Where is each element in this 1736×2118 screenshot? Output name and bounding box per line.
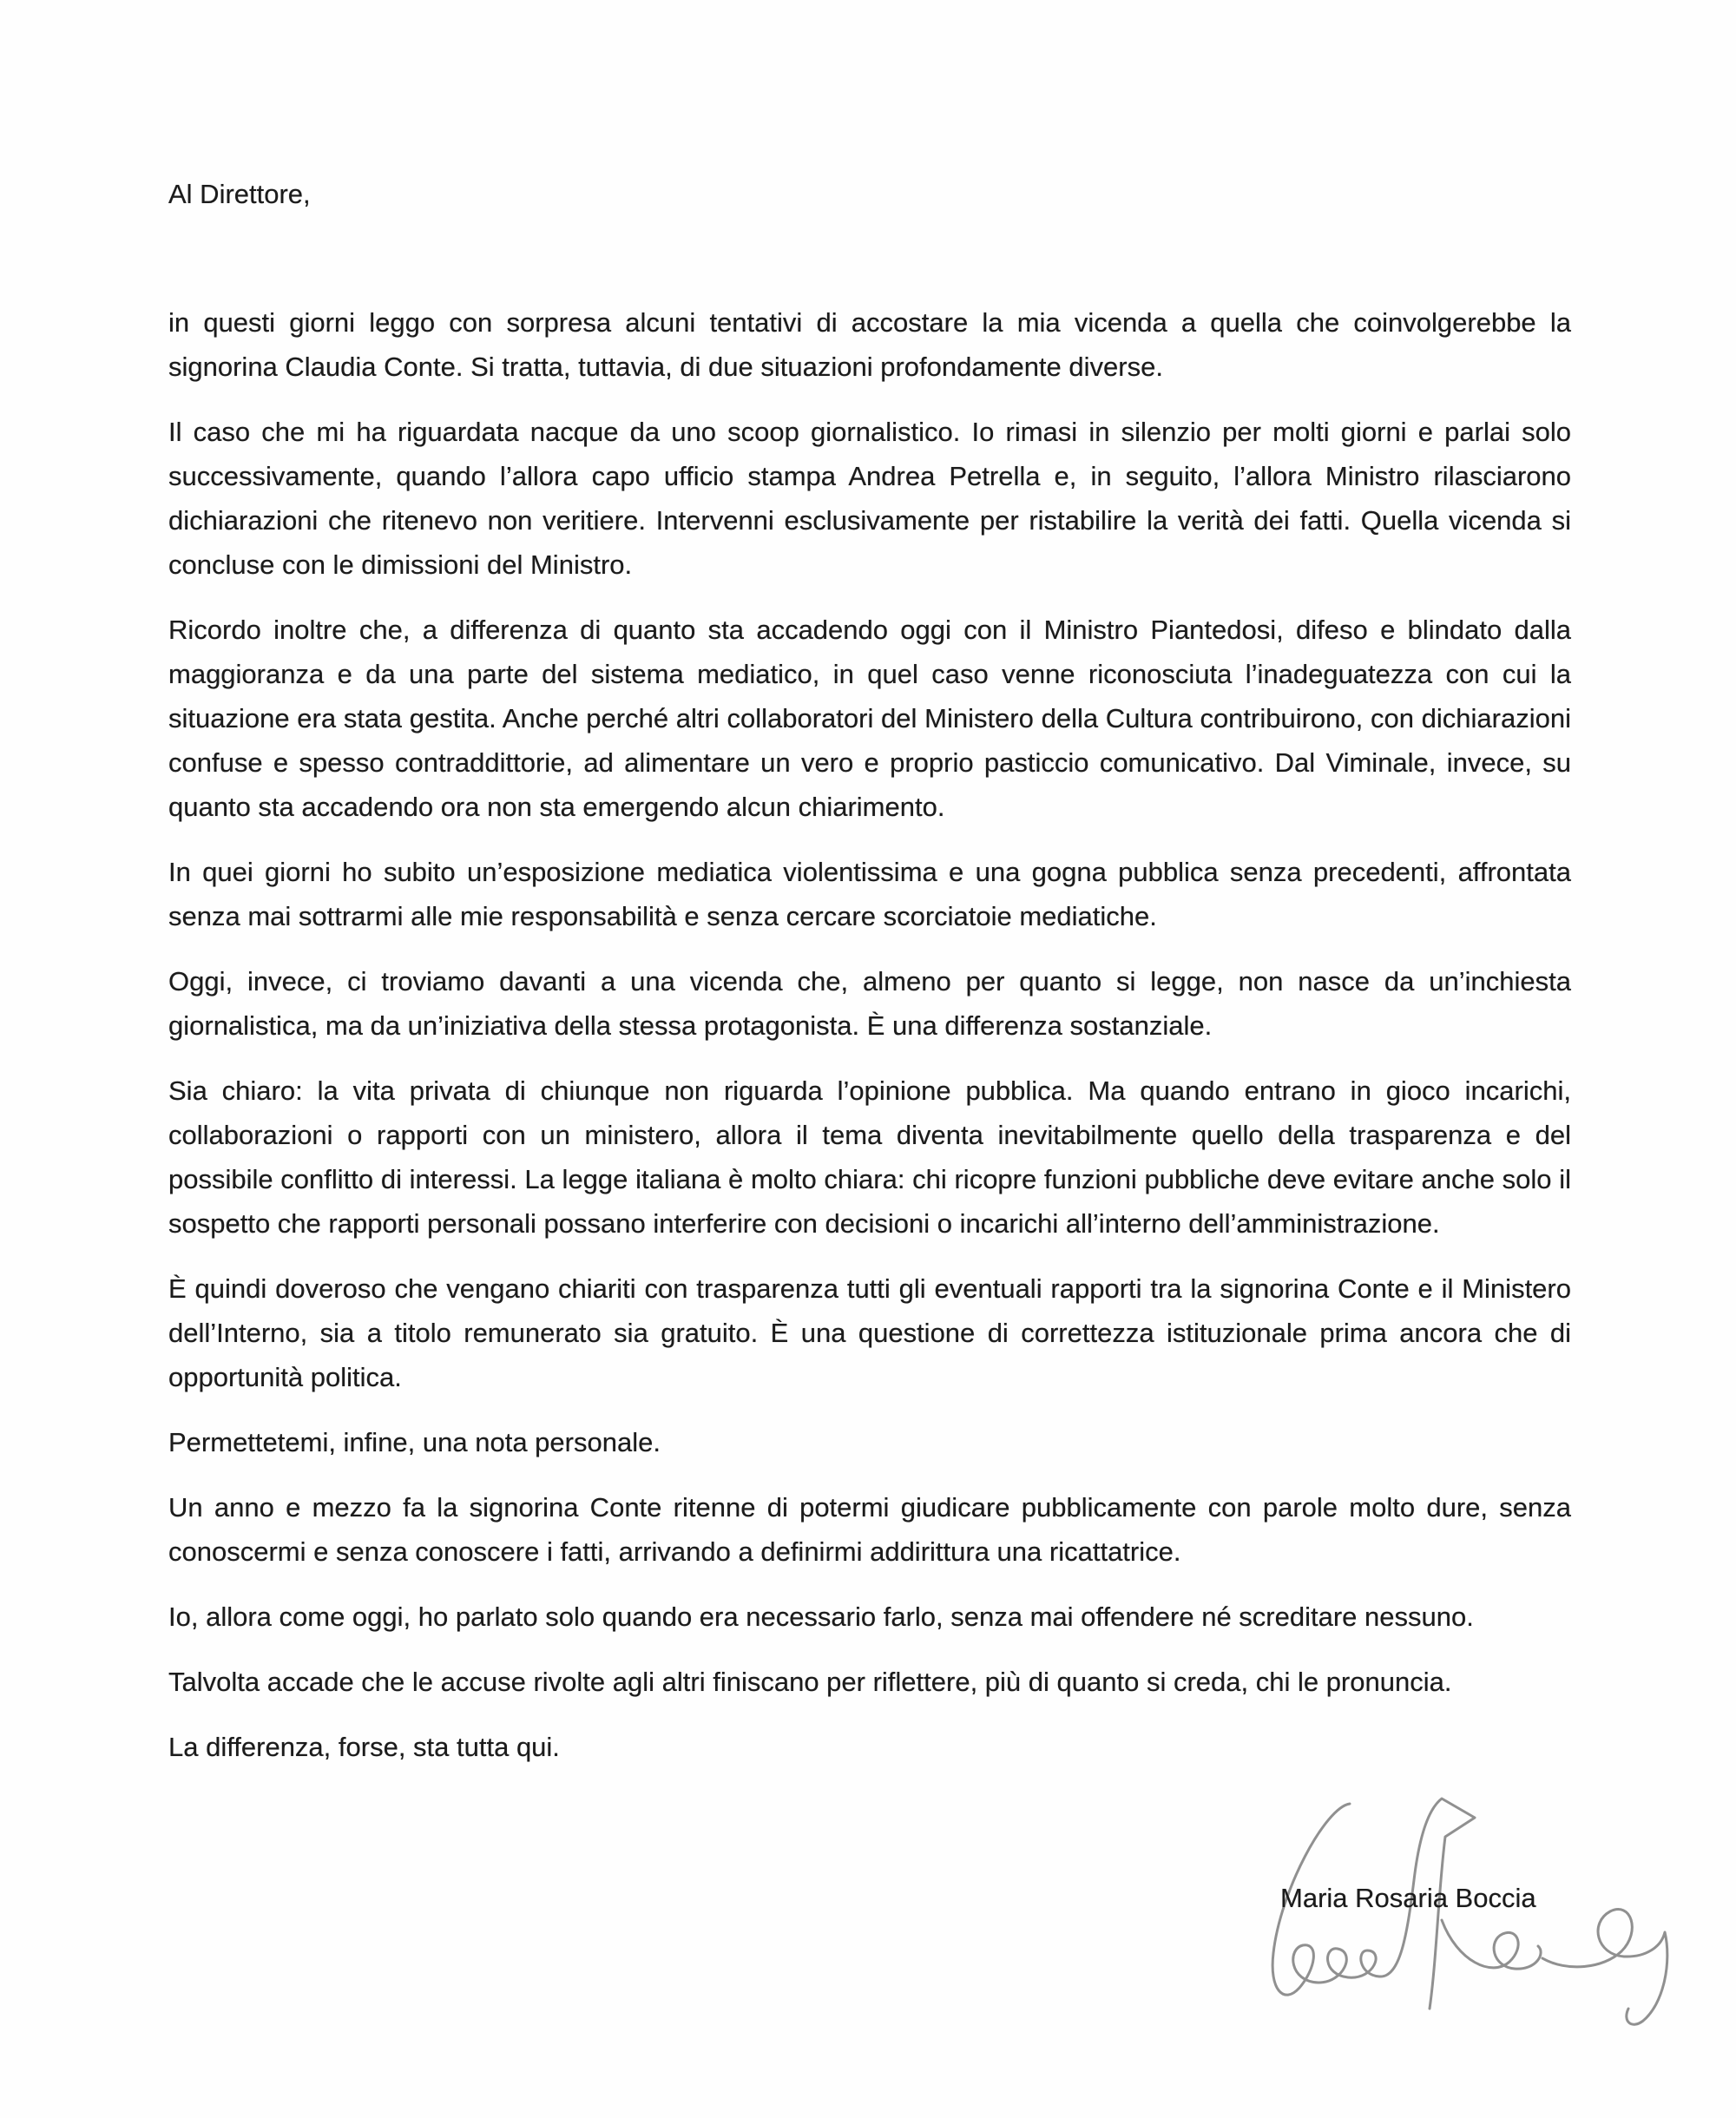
paragraph: Il caso che mi ha riguardata nacque da uno scoop giornalistico. Io rimasi in silenzio per molti giorni e parlai solo successivamente, quando l’allora capo ufficio stampa Andrea Petrella e, in seguito, l’allora Ministro rilasciarono dichiarazioni che ritenevo non veritiere. Intervenni esclusivamente per ristabilire la verità dei fatti. Quella vicenda si concluse con le dimissioni del Ministro. — [168, 417, 1571, 580]
paragraph: La differenza, forse, sta tutta qui. — [168, 1732, 560, 1762]
signature-block — [1239, 1790, 1690, 2033]
paragraph: Permettetemi, infine, una nota personale. — [168, 1427, 661, 1457]
paragraph: Un anno e mezzo fa la signorina Conte ritenne di potermi giudicare pubblicamente con parole molto dure, senza conoscermi e senza conoscere i fatti, arrivando a definirmi addirittura una ricattatrice. — [168, 1492, 1571, 1567]
signature-name: Maria Rosaria Boccia — [1280, 1883, 1536, 1913]
paragraph: È quindi doveroso che vengano chiariti con trasparenza tutti gli eventuali rapporti tra la signorina Conte e il Ministero dell’Interno, sia a titolo remunerato sia gratuito. È una questione di correttezza istituzionale prima ancora che di opportunità politica. — [168, 1273, 1571, 1392]
salutation: Al Direttore, — [168, 179, 311, 209]
paragraph: Talvolta accade che le accuse rivolte agli altri finiscano per riflettere, più di quanto si creda, chi le pronuncia. — [168, 1667, 1452, 1697]
paragraph: Io, allora come oggi, ho parlato solo quando era necessario farlo, senza mai offendere né screditare nessuno. — [168, 1602, 1474, 1632]
letter-body — [168, 300, 1571, 1769]
paragraph: Ricordo inoltre che, a differenza di quanto sta accadendo oggi con il Ministro Piantedosi, difeso e blindato dalla maggioranza e da una parte del sistema mediatico, in quel caso venne riconosciuta l’inadeguatezza con cui la situazione era stata gestita. Anche perché altri collaboratori del Ministero della Cultura contribuirono, con dichiarazioni confuse e spesso contraddittorie, ad alimentare un vero e proprio pasticcio comunicativo. Dal Viminale, invece, su quanto sta accadendo ora non sta emergendo alcun chiarimento. — [168, 615, 1571, 822]
paragraph: in questi giorni leggo con sorpresa alcuni tentativi di accostare la mia vicenda a quella che coinvolgerebbe la signorina Claudia Conte. Si tratta, tuttavia, di due situazioni profondamente diverse. — [168, 307, 1571, 382]
paragraph: Sia chiaro: la vita privata di chiunque non riguarda l’opinione pubblica. Ma quando entrano in gioco incarichi, collaborazioni o rapporti con un ministero, allora il tema diventa inevitabilmente quello della trasparenza e del possibile conflitto di interessi. La legge italiana è molto chiara: chi ricopre funzioni pubbliche deve evitare anche solo il sospetto che rapporti personali possano interferire con decisioni o incarichi all’interno dell’amministrazione. — [168, 1075, 1571, 1239]
paragraph: Oggi, invece, ci troviamo davanti a una vicenda che, almeno per quanto si legge, non nasce da un’inchiesta giornalistica, ma da un’iniziativa della stessa protagonista. È una differenza sostanziale. — [168, 966, 1571, 1041]
paragraph: In quei giorni ho subito un’esposizione mediatica violentissima e una gogna pubblica senza precedenti, affrontata senza mai sottrarmi alle mie responsabilità e senza cercare scorciatoie mediatiche. — [168, 857, 1571, 931]
